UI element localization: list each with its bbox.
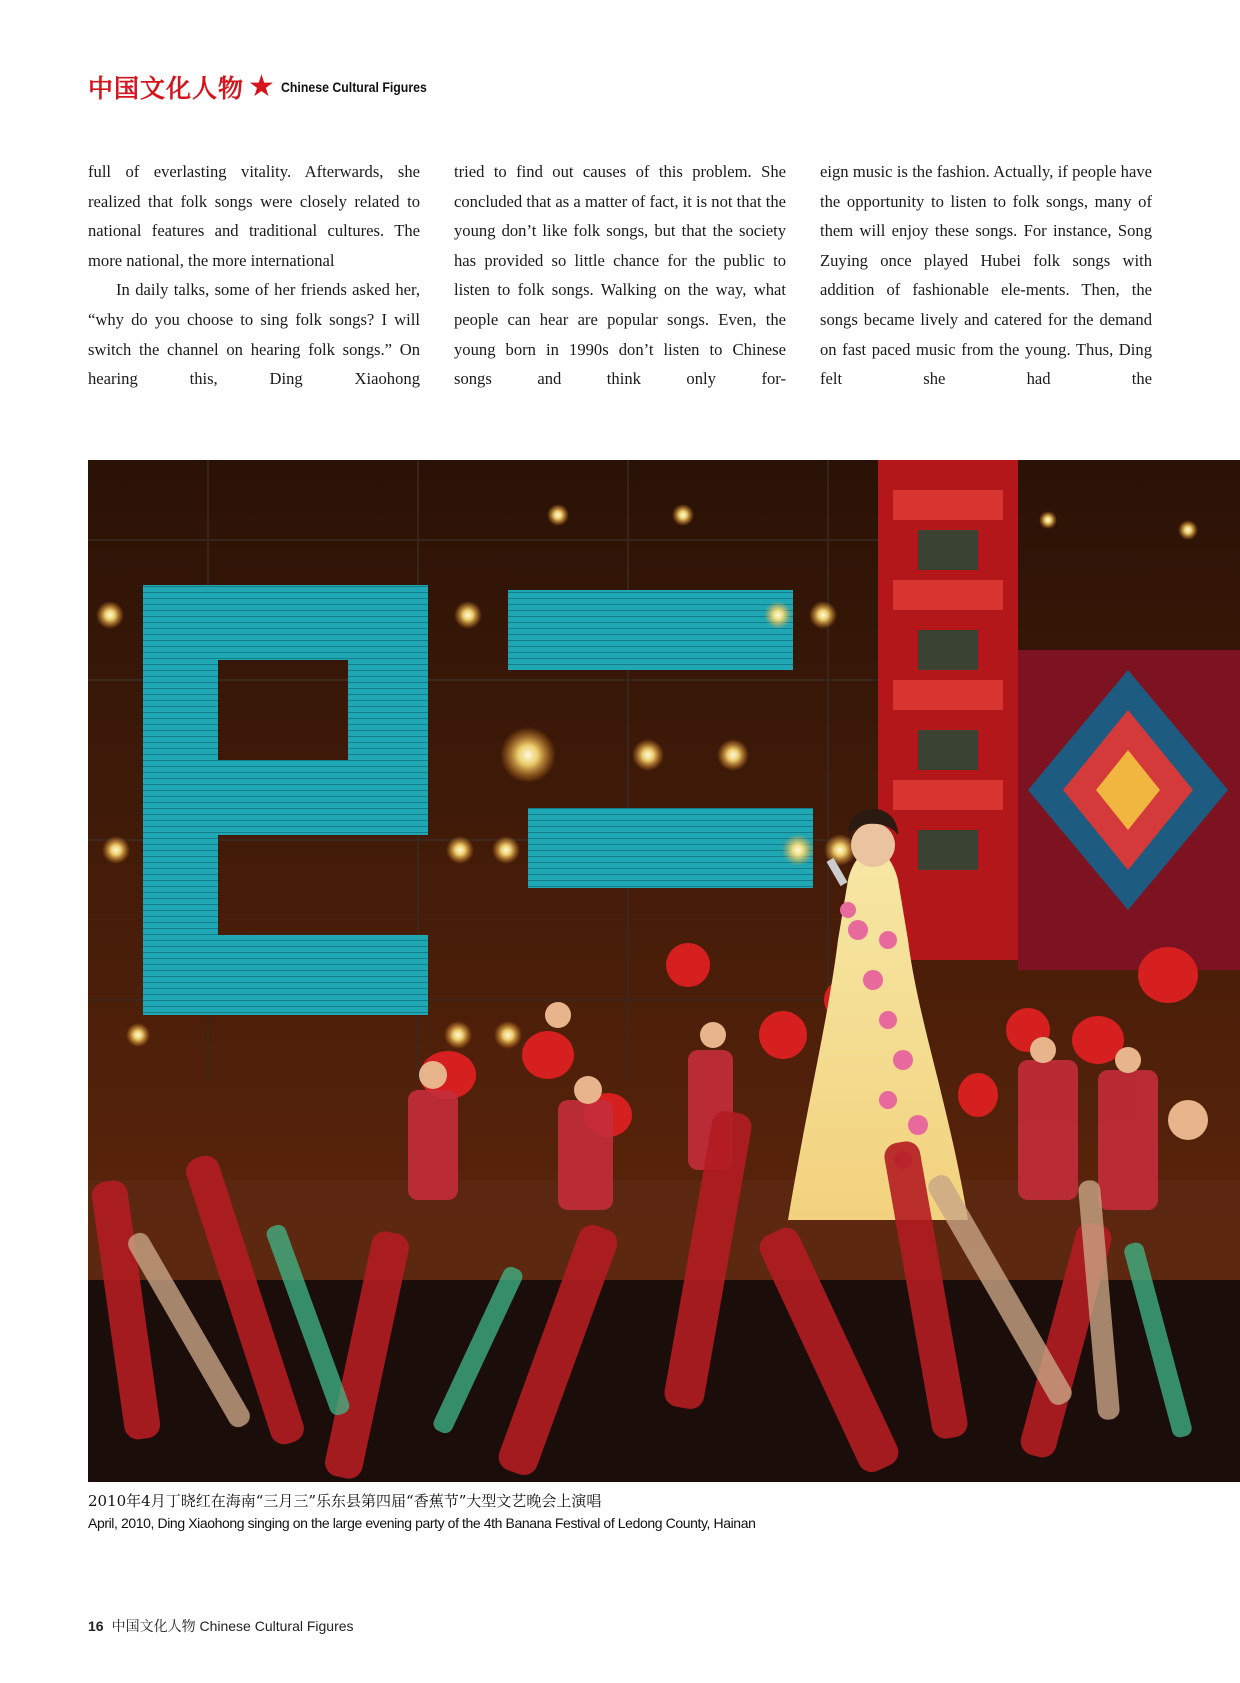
photo-caption-cn: 2010年4月丁晓红在海南“三月三”乐东县第四届“香蕉节”大型文艺晚会上演唱: [88, 1492, 602, 1510]
photo-caption-en: April, 2010, Ding Xiaohong singing on the large evening party of the 4th Banana Festival of Ledong County, Hainan: [88, 1515, 756, 1531]
paragraph: eign music is the fashion. Actually, if people have the opportunity to listen to folk songs, many of them will enjoy these songs. For instance, Song Zuying once played Hubei folk songs with addition of fashionable ele-ments. Then, the songs became lively and catered for the demand on fast paced music from the young. Thus, Ding felt she had the: [820, 162, 1152, 389]
footer-title: 中国文化人物 Chinese Cultural Figures: [111, 1618, 354, 1634]
paragraph: In daily talks, some of her friends asked her, “why do you choose to sing folk songs? I will switch the channel on hearing folk songs.” On hearing this, Ding Xiaohong: [88, 280, 420, 389]
star-icon: ★: [248, 70, 275, 103]
header-title-cn: 中国文化人物: [88, 74, 245, 103]
text-column-3: [820, 157, 1152, 394]
text-column-1: [88, 157, 420, 394]
text-column-2: [454, 157, 786, 394]
page-footer: [88, 1616, 354, 1636]
paragraph: full of everlasting vitality. Afterwards, she realized that folk songs were closely related to national features and traditional cultures. The more national, the more international: [88, 162, 420, 270]
page-header: [88, 72, 447, 102]
page-number: 16: [88, 1618, 104, 1634]
paragraph: tried to find out causes of this problem. She concluded that as a matter of fact, it is not that the young don’t like folk songs, but that the society has provided so little chance for the public to listen to folk songs. Walking on the way, what people can hear are popular songs. Even, the young born in 1990s don’t listen to Chinese songs and think only for-: [454, 162, 786, 389]
header-title-en: Chinese Cultural Figures: [280, 79, 427, 95]
stage-performance-photo: [88, 460, 1240, 1482]
